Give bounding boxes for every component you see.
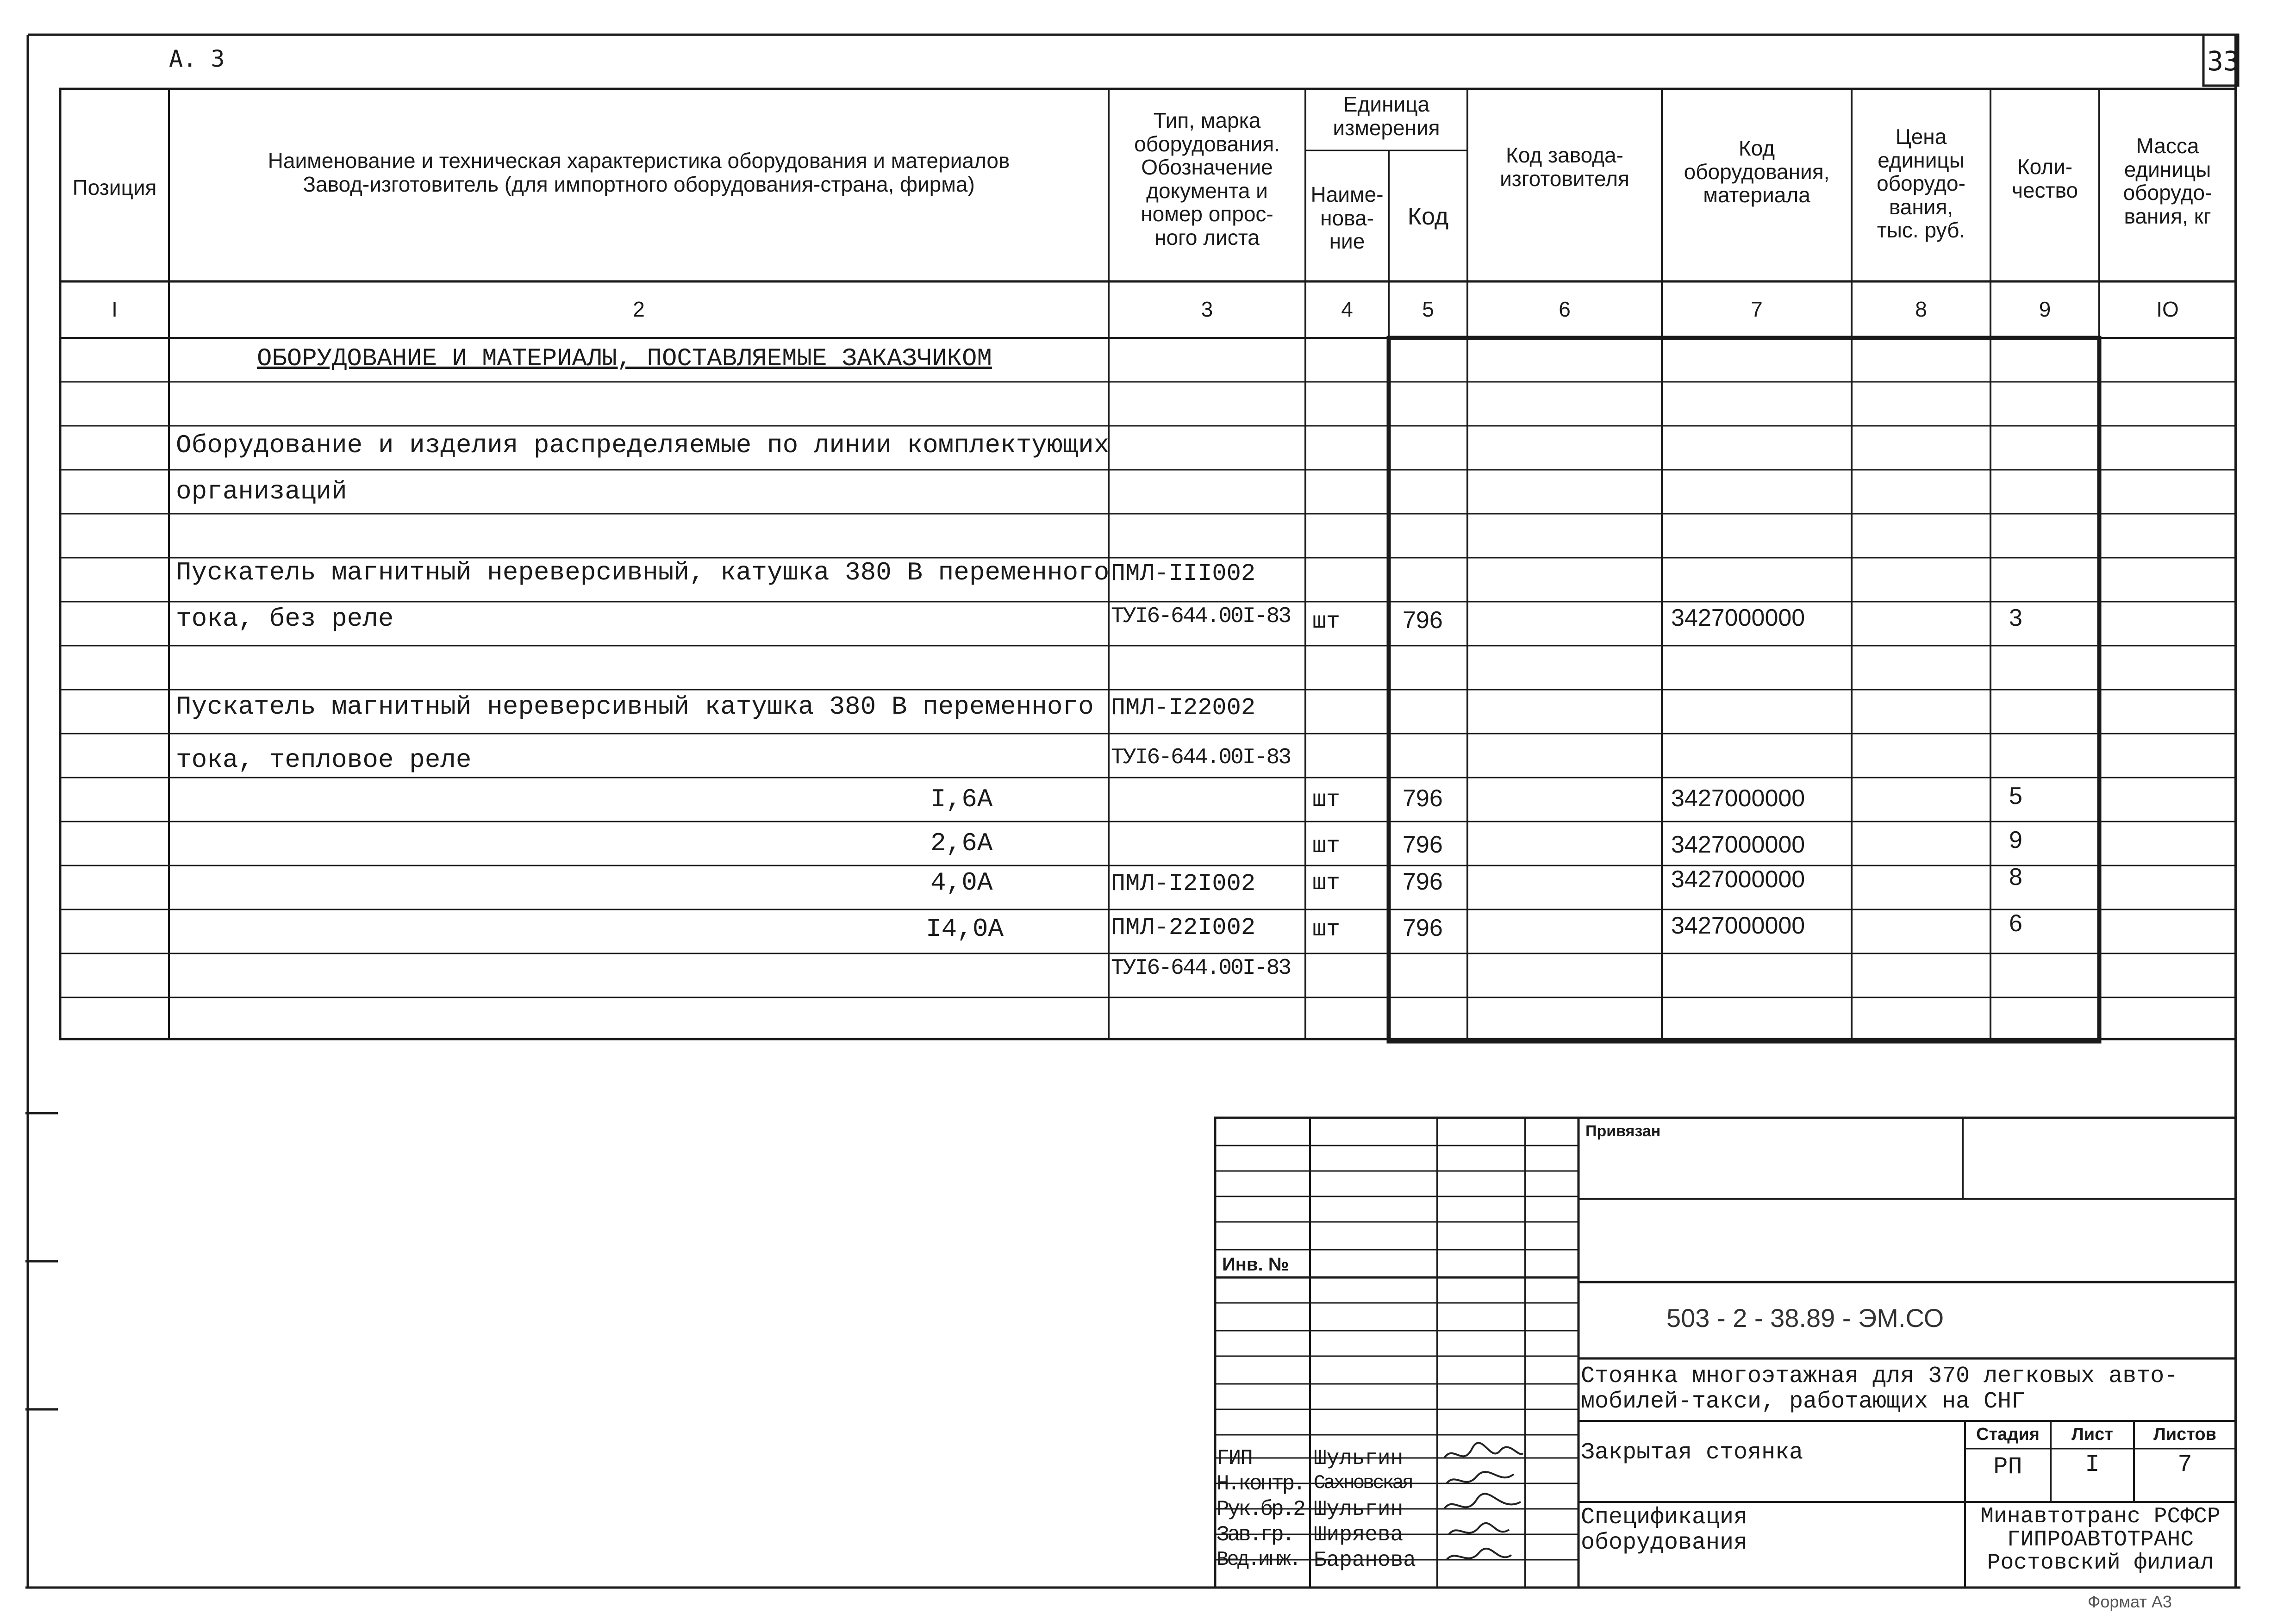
name-5: Баранова (1314, 1548, 1416, 1572)
stage-label: Стадия (1976, 1425, 2040, 1444)
sub-material-code: 3427000000 (1671, 785, 1805, 812)
col-num-7: 7 (1751, 297, 1763, 321)
sub-quantity: 8 (2009, 864, 2022, 891)
col-num-5: 5 (1422, 297, 1434, 321)
signature-icon (1449, 1523, 1509, 1534)
header-name: Наименование и техническая характеристика оборудования и материалов Завод-изготовитель (для импортного оборудования-страна, фирма) (268, 149, 1010, 196)
sub-unit: шт (1312, 833, 1341, 859)
stamp-inv: Инв. № (1222, 1254, 1289, 1275)
sub-code: 796 (1403, 831, 1443, 858)
header-unit: Единица измерения (1333, 92, 1440, 140)
signature-marks (1440, 1439, 1528, 1588)
sub-quantity: 9 (2009, 827, 2022, 853)
object-name: Закрытая стоянка (1581, 1439, 1803, 1466)
name-2: Сахновская (1314, 1472, 1412, 1494)
signature-icon (1444, 1494, 1521, 1509)
sub-material-code: 3427000000 (1671, 866, 1805, 893)
sub-code: 796 (1403, 785, 1443, 812)
page-number: 33 (2207, 45, 2240, 77)
item2-name-line-1: Пускатель магнитный нереверсивный катушка 380 В переменного (176, 692, 1094, 722)
header-equipment-code: Код оборудования, материала (1684, 136, 1830, 207)
item1-doc: ТУI6-644.00I-83 (1111, 604, 1291, 629)
sub-name: 2,6А (930, 828, 993, 858)
sheet-label: А. 3 (169, 45, 225, 72)
header-factory-code: Код завода- изготовителя (1500, 143, 1629, 191)
item1-type: ПМЛ-III002 (1111, 560, 1256, 587)
doc-code: 503 - 2 - 38.89 - ЭМ.СО (1666, 1303, 1944, 1333)
name-1: Шульгин (1314, 1446, 1404, 1470)
sheets-value: 7 (2177, 1451, 2192, 1478)
col-num-8: 8 (1915, 297, 1927, 321)
item1-name-line-2: тока, без реле (176, 604, 394, 634)
header-quantity: Коли- чество (2011, 155, 2078, 202)
sheet-num-label: Лист (2071, 1425, 2113, 1444)
item1-quantity: 3 (2009, 604, 2022, 631)
org-line-3: Ростовский филиал (1987, 1551, 2214, 1576)
header-position: Позиция (72, 175, 157, 199)
item1-code: 796 (1403, 607, 1443, 634)
org-line-2: ГИПРОАВТОТРАНС (2007, 1527, 2194, 1552)
signature-icon (1447, 1472, 1514, 1483)
header-type: Тип, марка оборудования. Обозначение документа и номер опрос- ного листа (1134, 108, 1280, 249)
col-num-10: IO (2156, 297, 2179, 321)
sub-name: 4,0А (930, 868, 993, 897)
header-unit-name: Наиме- нова- ние (1310, 182, 1384, 254)
col-num-4: 4 (1341, 297, 1353, 321)
role-ved-inzh: Вед.инж. (1217, 1548, 1300, 1571)
sub-unit: шт (1312, 787, 1341, 813)
sub-code: 796 (1403, 915, 1443, 941)
sheets-label: Листов (2153, 1425, 2216, 1444)
sheet-title-2: оборудования (1581, 1530, 1748, 1556)
section-title: ОБОРУДОВАНИЕ И МАТЕРИАЛЫ, ПОСТАВЛЯЕМЫЕ ЗАКАЗЧИКОМ (257, 345, 992, 373)
header-price: Цена единицы оборудо- вания, тыс. руб. (1877, 125, 1965, 243)
sub-type: ПМЛ-I2I002 (1111, 870, 1256, 897)
signature-icon (1447, 1549, 1511, 1560)
sheet-title-1: Спецификация (1581, 1504, 1748, 1531)
sub-unit: шт (1312, 916, 1341, 943)
item1-name-line-1: Пускатель магнитный нереверсивный, катушка 380 В переменного (176, 558, 1110, 587)
signature-icon (1444, 1443, 1523, 1458)
name-3: Шульгин (1314, 1497, 1404, 1521)
role-ruk-br: Рук.бр.2 (1217, 1497, 1304, 1521)
project-line-2: мобилей-такси, работающих на СНГ (1581, 1389, 2026, 1415)
sub-material-code: 3427000000 (1671, 912, 1805, 939)
item2-name-line-2: тока, тепловое реле (176, 745, 472, 775)
project-line-1: Стоянка многоэтажная для 370 легковых авто- (1581, 1363, 2178, 1389)
sub-quantity: 6 (2009, 910, 2022, 937)
role-gip: ГИП (1217, 1446, 1252, 1470)
role-zav-gr: Зав.гр. (1217, 1523, 1293, 1547)
sub-type: ПМЛ-22I002 (1111, 914, 1256, 941)
group-line-1: Оборудование и изделия распределяемые по линии комплектующих (176, 430, 1110, 460)
sub-code: 796 (1403, 868, 1443, 895)
role-n-kontr: Н.контр. (1217, 1472, 1304, 1496)
group-line-2: организаций (176, 477, 347, 506)
col-num-3: 3 (1201, 297, 1213, 321)
sub-name: I4,0А (926, 914, 1004, 944)
item1-unit: шт (1312, 609, 1341, 635)
item2-type: ПМЛ-I22002 (1111, 694, 1256, 722)
org-line-1: Минавтотранс РСФСР (1980, 1504, 2221, 1529)
header-mass: Масса единицы оборудо- вания, кг (2123, 134, 2212, 228)
format-label: Формат А3 (2088, 1592, 2172, 1611)
sheet-value: I (2085, 1451, 2100, 1478)
item1-material-code: 3427000000 (1671, 604, 1805, 631)
col-num-6: 6 (1559, 297, 1571, 321)
stamp-privyazan: Привязан (1585, 1122, 1661, 1140)
col-num-1: I (112, 297, 118, 321)
stage-value: РП (1993, 1453, 2022, 1481)
sub-material-code: 3427000000 (1671, 831, 1805, 858)
header-unit-code: Код (1407, 203, 1449, 230)
sub-name: I,6А (930, 785, 993, 814)
col-num-9: 9 (2039, 297, 2051, 321)
col-num-2: 2 (633, 297, 645, 321)
sub-quantity: 5 (2009, 783, 2022, 810)
name-4: Ширяева (1314, 1523, 1404, 1547)
item2-doc: ТУI6-644.00I-83 (1111, 745, 1291, 770)
sub-unit: шт (1312, 870, 1341, 897)
last-doc: ТУI6-644.00I-83 (1111, 956, 1291, 981)
